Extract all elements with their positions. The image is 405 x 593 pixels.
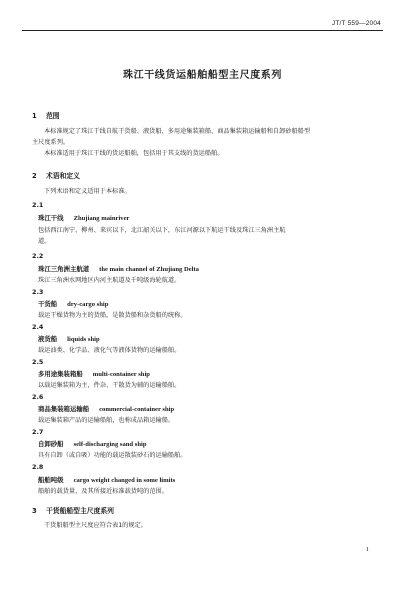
header-rule — [22, 30, 383, 31]
section-1-paragraph-2: 本标准适用于珠江干线的货运船舶，包括用于其支线的货运船舶。 — [44, 150, 224, 157]
term-definition: 载运油类、化学品、液化气等液体货物的运输船舶。 — [38, 347, 181, 354]
page-number: 1 — [365, 546, 369, 553]
term-definition: 载运干燥货物为主的货船，是散货船和杂货船的统称。 — [38, 312, 187, 319]
term-self-discharging-sand-ship: 自卸砂船 self-discharging sand ship — [38, 440, 147, 448]
section-number: 3 — [32, 507, 37, 515]
clause-number: 2.4 — [32, 323, 44, 331]
term-definition: 载运集装箱产品的运输船舶，也称成品箱运输船。 — [38, 417, 175, 424]
clause-number: 2.2 — [32, 252, 44, 260]
term-cargo-weight: 船舶吨级 cargo weight changed in some limits — [38, 476, 176, 484]
term-definition: 包括西江南宁、柳州、来宾以下，北江韶关以下，东江河源以下航运干线及珠江三角洲主航 道。 — [38, 227, 286, 245]
section-title: 术语和定义 — [46, 172, 80, 180]
term-definition: 具有自卸（或自吸）功能的载运散装砂石的运输船舶。 — [38, 452, 187, 459]
term-liquids-ship: 液货船 liquids ship — [38, 335, 100, 343]
term-zhujiang-mainriver: 珠江干线 Zhujiang mainriver — [38, 214, 130, 222]
clause-number: 2.3 — [32, 288, 44, 296]
clause-number: 2.7 — [32, 428, 44, 436]
term-definition: 船舶的载货量，及其所接近标准载货吨的范围。 — [38, 488, 168, 495]
clause-number: 2.5 — [32, 358, 44, 366]
clause-number: 2.1 — [32, 201, 44, 209]
section-1-paragraph-1: 本标准规定了珠江干线自航干货船、液货船、多用途集装箱船、商品集装箱运输船和自卸砂船船型 主尺度系列。 — [32, 128, 311, 146]
section-title: 干货船船型主尺度系列 — [46, 507, 114, 515]
section-2-heading — [32, 170, 80, 180]
standard-code: JT/T 559—2004 — [331, 20, 381, 27]
clause-number: 2.6 — [32, 393, 44, 401]
clause-number: 2.8 — [32, 463, 44, 471]
section-3-paragraph: 干货船船型主尺度应符合表1的规定。 — [44, 522, 147, 529]
term-definition: 以载运集装箱为主，件杂、干散货为辅的运输船舶。 — [38, 382, 181, 389]
section-number: 1 — [32, 112, 37, 120]
section-3-heading — [32, 505, 114, 515]
section-2-intro: 下列术语和定义适用于本标准。 — [44, 188, 131, 195]
term-main-channel: 珠江三角洲主航道 the main channel of Zhujiang Delta — [38, 265, 199, 273]
term-dry-cargo-ship: 干货船 dry-cargo ship — [38, 300, 109, 308]
term-commercial-container-ship: 商品集装箱运输船 commercial-container ship — [38, 405, 175, 413]
term-multi-container-ship: 多用途集装箱船 multi-container ship — [38, 370, 150, 378]
section-number: 2 — [32, 172, 37, 180]
term-definition: 珠江三角洲水网地区内河主航道及千吨级海轮航道。 — [38, 277, 181, 284]
section-1-heading — [32, 110, 60, 120]
document-title: 珠江干线货运船舶船型主尺度系列 — [123, 70, 282, 81]
section-title: 范围 — [46, 112, 60, 120]
